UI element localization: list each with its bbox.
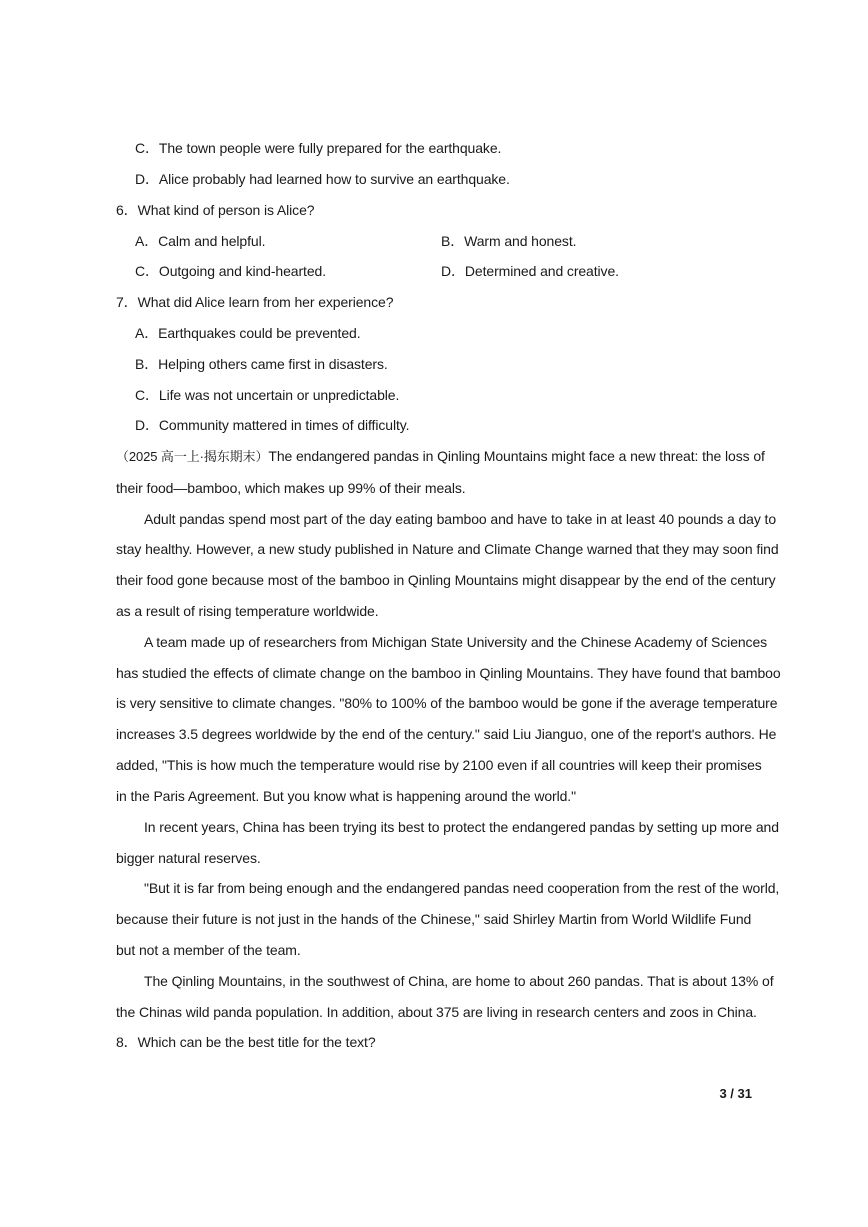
page-number: 3 / 31: [719, 1086, 752, 1101]
passage-line-1: [116, 447, 765, 466]
q5-option-c: C．The town people were fully prepared for the earthquake.: [135, 140, 502, 156]
passage-line-2: their food—bamboo, which makes up 99% of their meals.: [116, 480, 466, 496]
passage-line-5: their food gone because most of the bamboo in Qinling Mountains might disappear by the end of the century: [116, 572, 776, 588]
passage-line-9: is very sensitive to climate changes. "80% to 100% of the bamboo would be gone if the average temperature: [116, 695, 778, 711]
q5-option-d: D．Alice probably had learned how to survive an earthquake.: [135, 171, 510, 187]
passage-line-3: Adult pandas spend most part of the day eating bamboo and have to take in at least 40 pounds a day to: [144, 511, 777, 527]
q6-option-b: B．Warm and honest.: [441, 233, 577, 249]
passage-line-8: has studied the effects of climate change on the bamboo in Qinling Mountains. They have found that bamboo: [116, 665, 781, 681]
q7-option-a: A．Earthquakes could be prevented.: [135, 325, 361, 341]
q7-option-c: C．Life was not uncertain or unpredictable.: [135, 387, 400, 403]
passage-line-19: the Chinas wild panda population. In addition, about 375 are living in research centers and zoos in China.: [116, 1004, 757, 1020]
passage-line-4: stay healthy. However, a new study published in Nature and Climate Change warned that they may soon find: [116, 541, 779, 557]
passage-line-12: in the Paris Agreement. But you know what is happening around the world.": [116, 788, 576, 804]
q8-question: 8．Which can be the best title for the text?: [116, 1034, 376, 1050]
q7-question: 7．What did Alice learn from her experience?: [116, 294, 394, 310]
passage-line-7: A team made up of researchers from Michigan State University and the Chinese Academy of Sciences: [144, 634, 768, 650]
passage-line-11: added, "This is how much the temperature would rise by 2100 even if all countries will keep their promises: [116, 757, 762, 773]
passage-line-6: as a result of rising temperature worldwide.: [116, 603, 379, 619]
passage-line-10: increases 3.5 degrees worldwide by the end of the century." said Liu Jianguo, one of the report's authors. He: [116, 726, 777, 742]
source-tag: （2025 高一上·揭东期末）: [116, 449, 269, 464]
passage-line-17: but not a member of the team.: [116, 942, 301, 958]
q6-option-c: C．Outgoing and kind-hearted.: [135, 263, 326, 279]
q6-option-d: D．Determined and creative.: [441, 263, 619, 279]
q7-option-d: D．Community mattered in times of difficulty.: [135, 417, 410, 433]
passage-line-13: In recent years, China has been trying its best to protect the endangered pandas by setting up more and: [144, 819, 779, 835]
passage-line-16: because their future is not just in the hands of the Chinese," said Shirley Martin from World Wildlife Fund: [116, 911, 752, 927]
passage-line-18: The Qinling Mountains, in the southwest of China, are home to about 260 pandas. That is about 13% of: [144, 973, 774, 989]
q6-question: 6．What kind of person is Alice?: [116, 202, 315, 218]
passage-line-14: bigger natural reserves.: [116, 850, 261, 866]
passage-text: The endangered pandas in Qinling Mountains might face a new threat: the loss of: [268, 448, 765, 464]
passage-line-15: "But it is far from being enough and the endangered pandas need cooperation from the rest of the world,: [144, 880, 780, 896]
q6-option-a: A．Calm and helpful.: [135, 233, 266, 249]
q7-option-b: B．Helping others came first in disasters.: [135, 356, 388, 372]
